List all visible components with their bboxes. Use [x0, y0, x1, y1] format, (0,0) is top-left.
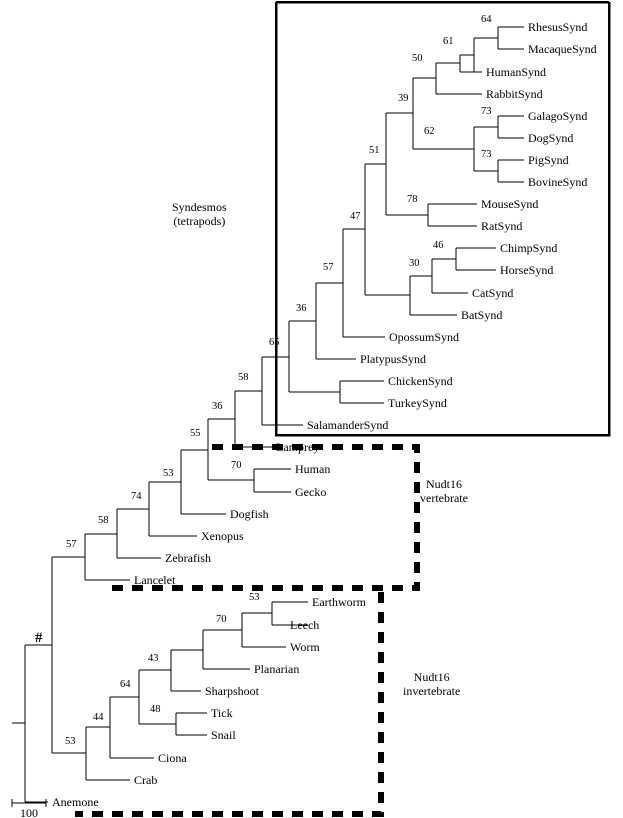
group-label-nudt16-invertebrate-line2: invertebrate [403, 684, 461, 698]
taxon-label-anemone: Anemone [52, 795, 99, 809]
taxon-label-tick: Tick [211, 706, 233, 720]
support-value-74: 74 [131, 491, 142, 502]
group-label-nudt16-invertebrate-line1: Nudt16 [413, 670, 450, 684]
taxon-label-sharpshoot: Sharpshoot [205, 684, 259, 698]
taxon-label-leech: Leech [290, 618, 320, 632]
taxon-label-gecko: Gecko [295, 485, 327, 499]
taxon-label-planarian: Planarian [254, 662, 300, 676]
group-label-nudt16-vertebrate-line2: vertebrate [420, 491, 468, 505]
support-value-62: 62 [424, 126, 435, 137]
support-value-44: 44 [93, 712, 104, 723]
root-node-mark: # [35, 630, 43, 646]
taxon-label-chicken-synd: ChickenSynd [388, 374, 453, 388]
support-value-53-dogfish: 53 [163, 468, 174, 479]
taxon-label-galago-synd: GalagoSynd [528, 109, 588, 123]
support-value-65: 65 [269, 337, 280, 348]
support-value-50: 50 [412, 53, 423, 64]
taxon-label-cat-synd: CatSynd [472, 286, 514, 300]
support-value-53-earthworm: 53 [249, 592, 260, 603]
group-label-syndesmos [172, 200, 227, 228]
scale-bar-label: 100 [20, 806, 38, 818]
taxon-label-bovine-synd: BovineSynd [528, 175, 588, 189]
support-value-55: 55 [190, 428, 201, 439]
taxon-label-crab: Crab [134, 773, 158, 787]
taxon-label-salamander-synd: SalamanderSynd [307, 418, 389, 432]
support-value-46: 46 [433, 240, 444, 251]
group-label-nudt16-vertebrate-line1: Nudt16 [425, 477, 462, 491]
taxon-label-ciona: Ciona [158, 751, 187, 765]
syndesmos-box [276, 2, 609, 435]
taxon-label-mouse-synd: MouseSynd [481, 197, 539, 211]
taxon-label-worm: Worm [290, 640, 320, 654]
taxon-label-platypus-synd: PlatypusSynd [360, 352, 427, 366]
support-value-73-galago-dog: 73 [481, 106, 492, 117]
support-value-48: 48 [150, 704, 161, 715]
taxon-label-earthworm: Earthworm [312, 595, 366, 609]
taxon-label-dogfish: Dogfish [230, 507, 269, 521]
group-label-syndesmos-line2: (tetrapods) [173, 214, 226, 228]
taxon-label-human-synd: HumanSynd [486, 65, 546, 79]
support-value-78: 78 [407, 194, 418, 205]
taxon-label-zebrafish: Zebrafish [165, 551, 211, 565]
support-value-58-salamander: 58 [238, 372, 249, 383]
support-value-30: 30 [409, 258, 420, 269]
support-value-53-crab: 53 [65, 736, 76, 747]
taxon-label-bat-synd: BatSynd [461, 308, 503, 322]
taxon-label-xenopus: Xenopus [201, 529, 244, 543]
group-label-nudt16-invertebrate [403, 670, 460, 698]
taxon-label-lamprey: Lamprey [276, 440, 320, 454]
taxon-label-opossum-synd: OpossumSynd [389, 330, 460, 344]
support-value-47: 47 [350, 211, 361, 222]
taxon-label-pig-synd: PigSynd [528, 153, 569, 167]
taxon-label-snail: Snail [211, 728, 236, 742]
taxon-label-horse-synd: HorseSynd [500, 263, 554, 277]
support-value-36-lamprey: 36 [212, 401, 223, 412]
nudt16-invertebrate-box [75, 592, 381, 814]
support-value-70-human-gecko: 70 [231, 460, 242, 471]
support-value-39: 39 [398, 93, 409, 104]
group-label-syndesmos-line1: Syndesmos [172, 200, 227, 214]
support-value-36-platypus: 36 [296, 303, 307, 314]
taxon-label-lancelet: Lancelet [134, 573, 176, 587]
support-value-57-tetrapod: 57 [323, 262, 334, 273]
taxon-label-turkey-synd: TurkeySynd [388, 396, 447, 410]
support-value-58-zebrafish: 58 [98, 515, 109, 526]
taxon-label-rhesus-synd: RhesusSynd [528, 20, 588, 34]
taxon-label-rabbit-synd: RabbitSynd [486, 87, 543, 101]
support-value-61: 61 [443, 36, 454, 47]
taxon-label-rat-synd: RatSynd [481, 219, 523, 233]
support-value-64-sharpshoot: 64 [120, 679, 131, 690]
taxon-label-macaque-synd: MacaqueSynd [528, 42, 597, 56]
support-value-64-rhesus-macaque: 64 [481, 14, 492, 25]
support-value-73-pig-bovine: 73 [481, 149, 492, 160]
taxon-label-human: Human [295, 462, 331, 476]
taxon-label-dog-synd: DogSynd [528, 131, 574, 145]
support-value-57-lancelet: 57 [66, 539, 77, 550]
support-value-43: 43 [148, 653, 159, 664]
taxon-label-chimp-synd: ChimpSynd [500, 241, 558, 255]
group-label-nudt16-vertebrate [420, 477, 468, 505]
support-value-51: 51 [369, 145, 380, 156]
support-value-70-worm: 70 [216, 614, 227, 625]
